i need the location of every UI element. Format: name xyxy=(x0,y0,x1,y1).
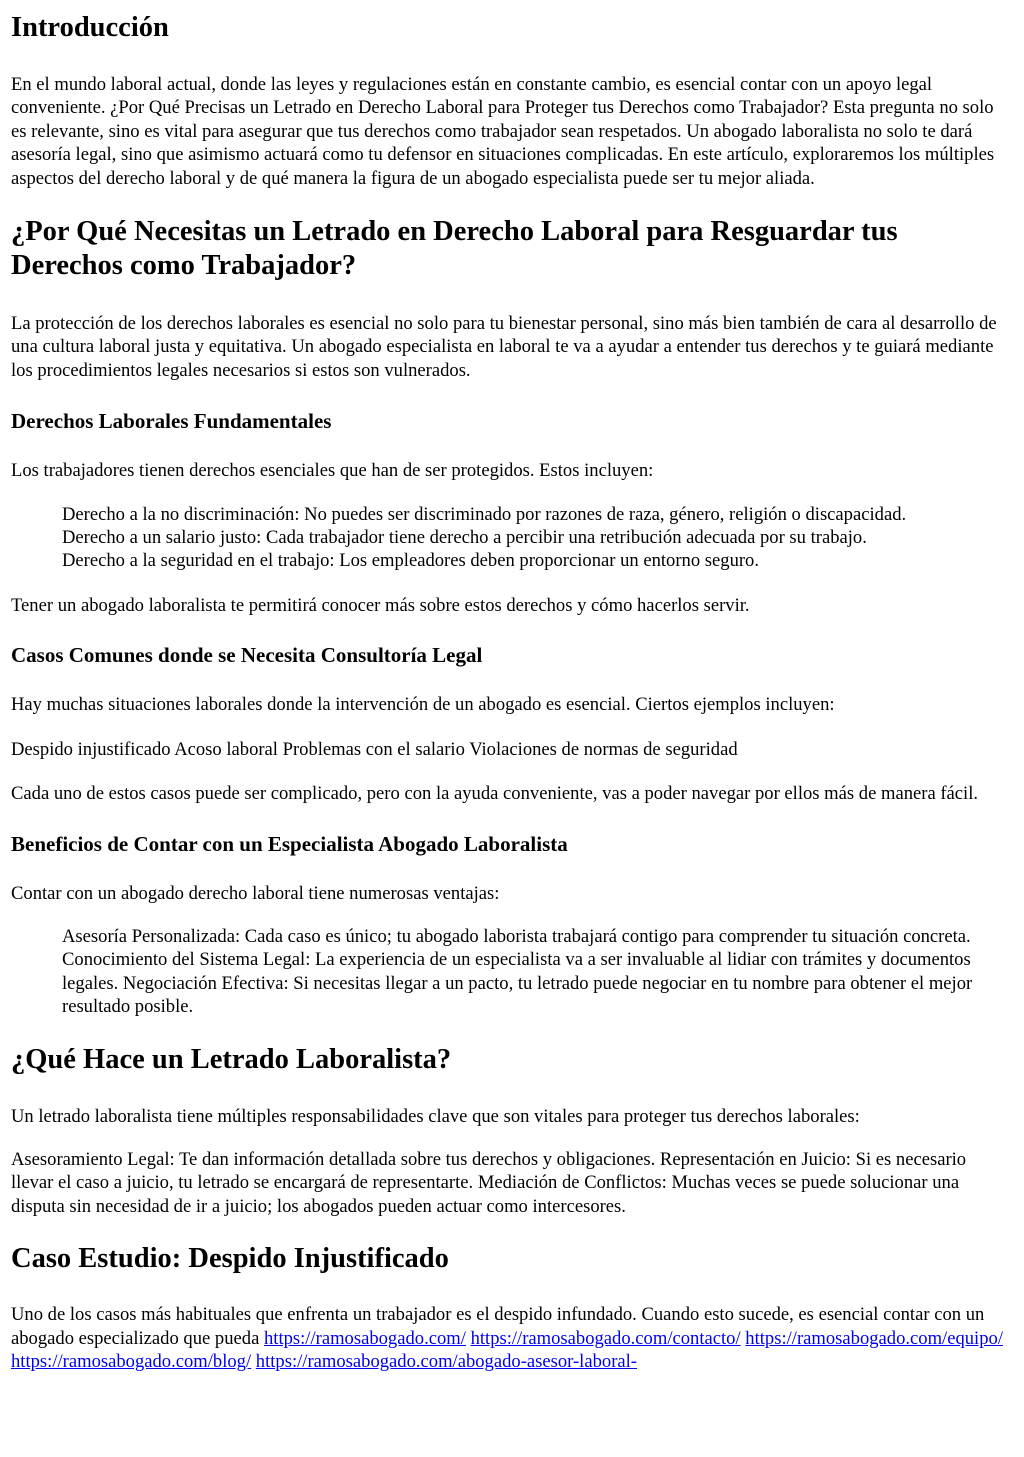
beneficios-heading: Beneficios de Contar con un Especialista Abogado Laboralista xyxy=(11,831,568,856)
casos-intro: Hay muchas situaciones laborales donde la intervención de un abogado es esencial. Ciertos ejemplos incluyen: xyxy=(11,694,835,716)
caso-estudio-text: Uno de los casos más habituales que enfrenta un trabajador es el despido infundado. Cuando esto sucede, es esencial contar con un abogado especializado que pueda xyxy=(11,1304,985,1349)
que-hace-heading: ¿Qué Hace un Letrado Laboralista? xyxy=(11,1043,452,1075)
casos-heading: Casos Comunes donde se Necesita Consultoría Legal xyxy=(11,643,483,668)
list-item: Derecho a un salario justo: Cada trabajador tiene derecho a percibir una retribución adecuada por su trabajo. xyxy=(62,527,867,549)
derechos-outro: Tener un abogado laboralista te permitirá conocer más sobre estos derechos y cómo hacerlos servir. xyxy=(11,594,750,616)
link-equipo[interactable]: https://ramosabogado.com/equipo/ xyxy=(745,1327,1003,1349)
por-que-paragraph: La protección de los derechos laborales es esencial no solo para tu bienestar personal, sino más bien también de cara al desarrollo de una cultura laboral justa y equitativa. Un abogado especialista en laboral te va a ayudar a entender tus derechos y te guiará mediante los procedimientos legales necesarios si estos son vulnerados. xyxy=(11,313,997,381)
link-blog[interactable]: https://ramosabogado.com/blog/ xyxy=(11,1350,252,1372)
derechos-list xyxy=(11,503,1013,573)
beneficios-list xyxy=(11,925,1013,1019)
por-que-heading: ¿Por Qué Necesitas un Letrado en Derecho Laboral para Resguardar tus Derechos como Trabajador? xyxy=(11,216,898,282)
document-page xyxy=(0,11,1024,1373)
beneficios-intro: Contar con un abogado derecho laboral tiene numerosas ventajas: xyxy=(11,882,500,904)
que-hace-paragraph: Asesoramiento Legal: Te dan información detallada sobre tus derechos y obligaciones. Representación en Juicio: Si es necesario llevar el caso a juicio, tu letrado se encargará de representarte. Mediación de Conflictos: Muchas veces se puede solucionar una disputa sin necesidad de ir a juicio; los abogados pueden actuar como intercesores. xyxy=(11,1148,967,1217)
que-hace-intro: Un letrado laboralista tiene múltiples responsabilidades clave que son vitales para proteger tus derechos laborales: xyxy=(11,1105,860,1127)
list-item: Derecho a la no discriminación: No puedes ser discriminado por razones de raza, género, religión o discapacidad. xyxy=(62,503,907,525)
casos-list-text: Despido injustificado Acoso laboral Problemas con el salario Violaciones de normas de seguridad xyxy=(11,738,738,760)
derechos-intro: Los trabajadores tienen derechos esenciales que han de ser protegidos. Estos incluyen: xyxy=(11,460,654,482)
caso-estudio-heading: Caso Estudio: Despido Injustificado xyxy=(11,1243,449,1275)
intro-paragraph: En el mundo laboral actual, donde las leyes y regulaciones están en constante cambio, es esencial contar con un apoyo legal conveniente. ¿Por Qué Precisas un Letrado en Derecho Laboral para Proteger tus Derechos como Trabajador? Esta pregunta no solo es relevante, sino es vital para asegurar que tus derechos como trabajador sean respetados. Un abogado laboralista no solo te dará asesoría legal, sino que asimismo actuará como tu defensor en situaciones complicadas. En este artículo, exploraremos los múltiples aspectos del derecho laboral y de qué manera la figura de un abogado especialista puede ser tu mejor aliada. xyxy=(11,74,995,189)
derechos-heading: Derechos Laborales Fundamentales xyxy=(11,409,332,434)
list-item: Derecho a la seguridad en el trabajo: Los empleadores deben proporcionar un entorno seguro. xyxy=(62,550,760,572)
list-item: Asesoría Personalizada: Cada caso es único; tu abogado laborista trabajará contigo para comprender tu situación concreta. Conocimiento del Sistema Legal: La experiencia de un especialista va a ser invaluable al lidiar con trámites y documentos legales. Negociación Efectiva: Si necesitas llegar a un pacto, tu letrado puede negociar en tu nombre para obtener el mejor resultado posible. xyxy=(62,925,973,1018)
casos-outro: Cada uno de estos casos puede ser complicado, pero con la ayuda conveniente, vas a poder navegar por ellos más de manera fácil. xyxy=(11,783,979,805)
caso-estudio-paragraph xyxy=(11,1303,1013,1373)
link-abogado-asesor-laboral[interactable]: https://ramosabogado.com/abogado-asesor-laboral- xyxy=(255,1350,637,1372)
intro-heading: Introducción xyxy=(11,12,169,43)
link-home[interactable]: https://ramosabogado.com/ xyxy=(263,1327,466,1349)
link-contacto[interactable]: https://ramosabogado.com/contacto/ xyxy=(470,1327,741,1349)
